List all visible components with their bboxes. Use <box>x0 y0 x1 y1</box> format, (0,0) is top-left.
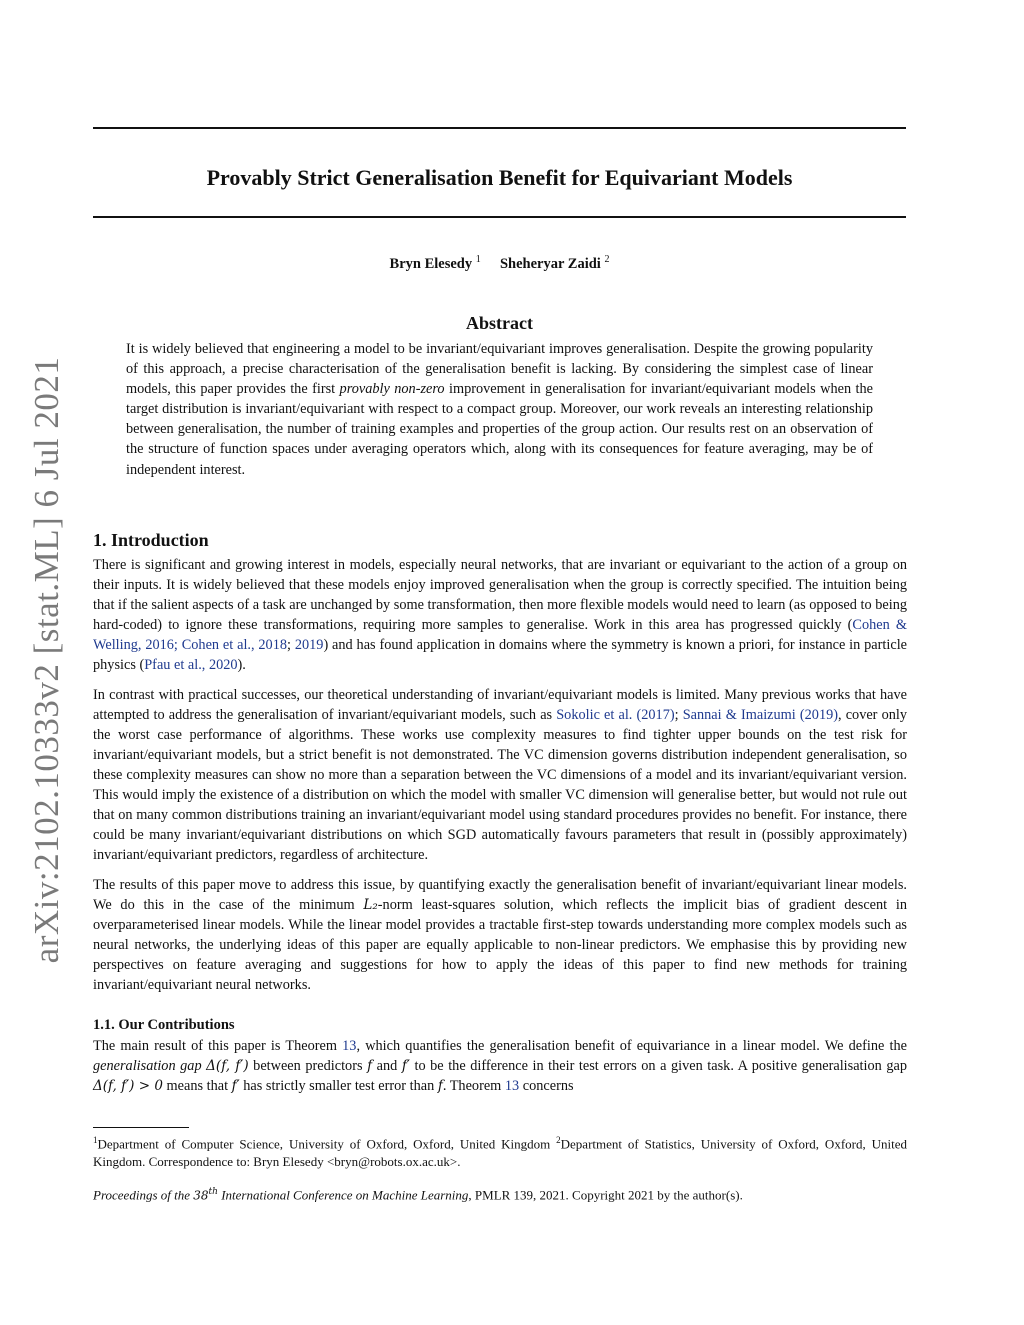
abstract-heading: Abstract <box>466 313 533 333</box>
math-expression: L₂ <box>363 897 378 913</box>
author-name: Sheheryar Zaidi <box>499 255 601 272</box>
abstract-text: It is widely believed that engineering a model to be invariant/equivariant improves generalisation. Despite the growing popularity of this approach, a precise characterisation of the generalisation benefit is lacking. By considering the simplest case of linear models, this paper provides the first provably non-zero improvement in generalisation for invariant/equivariant models when the target distribution is invariant/equivariant with respect to a compact group. Moreover, our work reveals an interesting relationship between generalisation, the number of training examples and properties of the group action. Our results rest on an observation of the structure of function spaces under averaging operators which, along with its consequences for feature averaging, may be of independent interest. <box>126 341 873 478</box>
math-expression: Δ(f, f′) <box>206 1058 249 1074</box>
citation-link[interactable]: Pfau et al., 2020 <box>144 657 238 673</box>
theorem-reference-link[interactable]: 13 <box>504 1078 520 1094</box>
math-expression: f <box>437 1078 443 1094</box>
arxiv-identifier: arXiv:2102.10333v2 [stat.ML] 6 Jul 2021 <box>27 356 66 964</box>
paragraph: There is significant and growing interest in models, especially neural networks, that are invariant or equivariant to the action of a group on their inputs. It is widely believed that these models enjoy improved generalisation when the group is correctly specified. The intuition being that if the salient aspects of a task are unchanged by some transformation, then more flexible models would need to learn (as opposed to being hard-coded) to ignore these transformations, requiring more samples to generalise. Work in this area has progressed quickly (Cohen & Welling, 2016; Cohen et al., 2018; 2019) and has found application in domains where the symmetry is known a priori, for instance in particle physics (Pfau et al., 2020). <box>93 557 908 673</box>
math-expression: f <box>367 1058 373 1074</box>
citation-link[interactable]: 2019 <box>294 637 324 653</box>
math-expression: Δ(f, f′) > 0 <box>93 1078 163 1094</box>
author-affiliation-mark: 1 <box>475 254 481 265</box>
paragraph: The main result of this paper is Theorem 13, which quantifies the generalisation benefit of equivariance in a linear model. We define the generalisation gap Δ(f, f′) between predictors f and f′ to be the difference in their test errors on a given task. A positive generalisation gap Δ(f, f′) > 0 means that f′ has strictly smaller test error than f. Theorem 13 concerns <box>93 1038 907 1094</box>
paragraph: The results of this paper move to address this issue, by quantifying exactly the generalisation benefit of invariant/equivariant linear models. We do this in the case of the minimum L₂-norm least-squares solution, which reflects the implicit bias of gradient descent in overparameterised linear models. While the linear model provides a tractable first-step towards understanding more complex models such as neural networks, the underlying ideas of this paper are equally applicable to non-linear predictors. We emphasise this by providing new perspectives on feature averaging and suggestions for how to apply the ideas of this paper to find new methods for training invariant/equivariant neural networks. <box>93 877 907 993</box>
paragraph: In contrast with practical successes, our theoretical understanding of invariant/equivariant models is limited. Many previous works that have attempted to address the generalisation of invariant/equivariant models, such as Sokolic et al. (2017); Sannai & Imaizumi (2019), cover only the worst case performance of algorithms. These works use complexity measures to find tighter upper bounds on the test risk for invariant/equivariant models, but a strict benefit is not demonstrated. The VC dimension governs distribution independent generalisation, so these complexity measures can show no more than a separation between the VC dimensions of a model and its invariant/equivariant version. This would imply the existence of a distribution on which the model with smaller VC dimension will generalise better, but would not rule out that on many common distributions training an invariant/equivariant model using standard procedures provides no benefit. For instance, there could be many invariant/equivariant distributions on which SGD automatically favours parameters that result in (possibly approximately) invariant/equivariant predictors, regardless of architecture. <box>93 687 907 863</box>
footnote-divider <box>93 1127 189 1128</box>
introduction-section <box>93 530 907 1096</box>
math-expression: f′ <box>231 1078 240 1094</box>
author-name: Bryn Elesedy <box>389 255 473 272</box>
math-expression: f′ <box>401 1058 410 1074</box>
theorem-reference-link[interactable]: 13 <box>342 1038 357 1054</box>
title-rule-bottom <box>93 216 906 218</box>
section-heading: 1. Introduction <box>93 530 209 550</box>
paper-title: Provably Strict Generalisation Benefit for Equivariant Models <box>206 165 793 190</box>
title-rule-top <box>93 127 906 129</box>
subsection-heading: 1.1. Our Contributions <box>93 1017 235 1033</box>
citation-link[interactable]: Sannai & Imaizumi (2019) <box>682 707 838 723</box>
affiliation-footnote: $^1$Department of Computer Science, University of Oxford, Oxford, United Kingdom $^2$Department of Statistics, University of Oxford, Oxford, United Kingdom. Correspondence to: Bryn Elesedy <bryn@robots.ox.ac.uk>. <box>93 1135 908 1170</box>
author-affiliation-mark: 2 <box>604 254 610 265</box>
proceedings-note: Proceedings of the 38th International Conference on Machine Learning, PMLR 139, 2021. Copyright 2021 by the author(s). <box>93 1187 743 1203</box>
author-list <box>93 254 906 273</box>
citation-link[interactable]: Cohen & Welling, 2016; Cohen et al., 2018 <box>93 617 907 653</box>
citation-link[interactable]: Sokolic et al. (2017) <box>556 707 675 723</box>
